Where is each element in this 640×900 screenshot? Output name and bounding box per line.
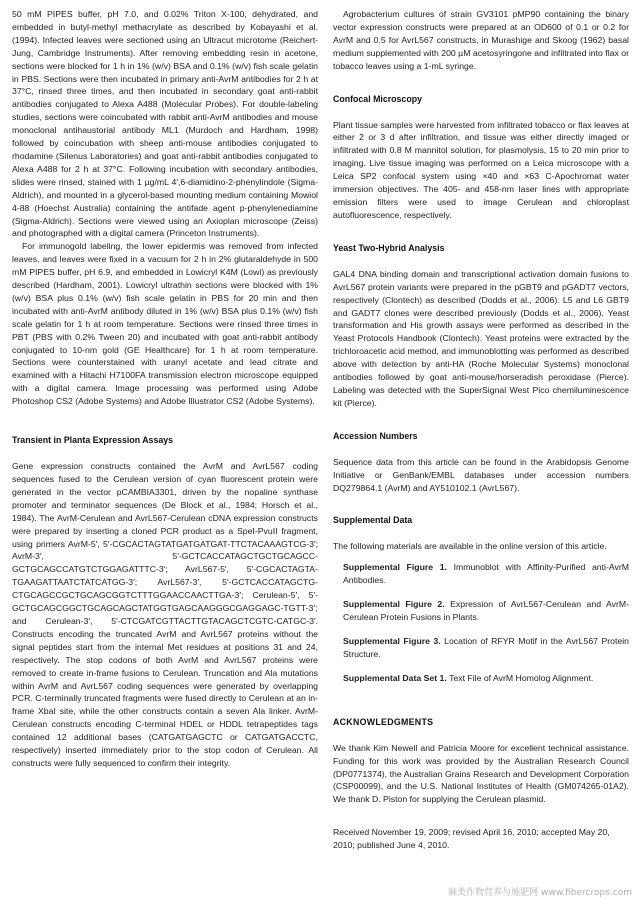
heading-transient-expression: Transient in Planta Expression Assays bbox=[12, 435, 174, 446]
paragraph-acknowledgments: We thank Kim Newell and Patricia Moore for excellent technical assistance. Funding for this work was provided by the Australian Research Council (DP0771374), the Australian Grains Research and Development Corporation (CSP00099), and the U.S. National Institutes of Health (GM074265-01A2). We thank D. Piston for supplying the Cerulean plasmid. bbox=[333, 742, 629, 805]
supplemental-item bbox=[333, 635, 629, 661]
paragraph-yeast-two-hybrid: GAL4 DNA binding domain and transcriptional activation domain fusions to AvrL567 protein variants were prepared in the pGBT9 and pGADT7 vectors, respectively (Clontech) as described (Dodds et al., 2006). L5 and L6 GBT9 and GADT7 clones were described previously (Dodds et al., 2006). Yeast transformation and His growth assays were performed as described in the Yeast Protocols Handbook (Clontech). Yeast proteins were extracted by the trichloroacetic acid method, and immunoblotting was performed as described above with detection by anti-HA (Roche Molecular Systems) monoclonal antibodies followed by goat anti-mouse/horseradish peroxidase (Pierce). Labeling was detected with the SuperSignal West Pico chemiluminescence kit (Pierce). bbox=[333, 268, 629, 408]
supplemental-item bbox=[333, 672, 629, 685]
supplemental-item-text: Expression of AvrL567-Cerulean and AvrM-Cerulean Protein Fusions in Plants. bbox=[343, 599, 629, 623]
watermark: 麻类作物营养与施肥网 www.fibercrops.com bbox=[448, 888, 632, 898]
supplemental-item-label: Supplemental Figure 2. bbox=[343, 599, 445, 610]
paragraph-supplemental-intro: The following materials are available in the online version of this article. bbox=[333, 541, 607, 552]
received-dates: Received November 19, 2009; revised April 16, 2010; accepted May 20, 2010; published June 4, 2010. bbox=[333, 827, 610, 851]
paragraph-immunolocalization: 50 mM PIPES buffer, pH 7.0, and 0.02% Triton X-100, dehydrated, and embedded in butyl-methyl methacrylate as described by Kobayashi et al. (1994). Infected leaves were sectioned using an Ultracut microtome (Reichert-Jung, Cambridge Instruments). After removing embedding resin in acetone, sections were blocked for 1 h in 1% (w/v) BSA and 0.1% (w/v) fish scale gelatin in PBS. Sections were then incubated in primary anti-AvrM antibodies for 2 h at 37°C, rinsed three times, and then incubated in secondary goat anti-rabbit antibodies conjugated to Alexa A488 (Molecular Probes). For double-labeling studies, sections were coincubated with rabbit anti-AvrM antibodies and mouse monoclonal antihaustorial antibody ML1 (Murdoch and Hardham, 1998) followed by coincubation with sheep anti-mouse antibodies conjugated to rhodamine (Silenus Laboratories) and goat anti-rabbit antibodies conjugated to Alexa A488 for 2 h at 37°C. Following incubation with secondary antibodies, slides were rinsed, stained with 1 µg/mL 4′,6-diamidino-2-phenylindole (Sigma-Aldrich), and mounted in a glycerol-based mounting medium containing Mowiol 4-88 (Hoechst Australia) containing the antifade agent p-phenylenediamine (Sigma-Aldrich). Sections were viewed using an Axioplan microscope (Zeiss) and photographed with a digital camera (Princeton Instruments). bbox=[12, 9, 318, 239]
supplemental-item bbox=[333, 561, 629, 587]
supplemental-item-text: Text File of AvrM Homolog Alignment. bbox=[449, 672, 594, 683]
paragraph-accession-numbers: Sequence data from this article can be found in the Arabidopsis Genome Initiative or GenBank/EMBL databases under accession numbers DQ279864.1 (AvrM) and AY510102.1 (AvrL567). bbox=[333, 456, 629, 493]
supplemental-item-label: Supplemental Figure 3. bbox=[343, 636, 441, 646]
supplemental-item bbox=[333, 598, 629, 624]
paragraph-agrobacterium: Agrobacterium cultures of strain GV3101 pMP90 containing the binary vector expression constructs were prepared at an OD600 of 0.1 or 0.2 for AvrM and 0.5 for AvrL567 constructs, in Murashige and Skoog (1962) basal medium supplemented with 200 µM acetosyringone and infiltrated into flax or tobacco leaves using a 1-mL syringe. bbox=[333, 9, 629, 71]
supplemental-item-label: Supplemental Data Set 1. bbox=[343, 672, 447, 683]
paragraph-immunogold: For immunogold labeling, the lower epidermis was removed from infected leaves, and leaves were fixed in a vacuum for 2 h in 2% glutaraldehyde in 500 mM PIPES buffer, pH 6.9, and embedded in Lowicryl K4M (Lowi) as previously described (Hardham, 2001). Lowicryl ultrathin sections were blocked with 1% (w/v) BSA plus 0.1% (w/v) fish scale gelatin in PBS for 20 min and then incubated with anti-AvrM antibody diluted in 1% (w/v) BSA plus 0.1% (w/v) fish scale gelatin for 1 h at room temperature. Sections were rinsed three times in PBT (PBS with 0.2% Tween 20) and incubated with goat anti-rabbit antibody conjugated to 10-nm gold (GE Healthcare) for 1 h at room temperature. Sections were counterstained with uranyl acetate and lead citrate and examined with a Hitachi H7100FA transmission electron microscope equipped with a digital camera. Image processing was performed using Adobe Photoshop CS2 (Adobe Systems) and Adobe Illustrator CS2 (Adobe Systems). bbox=[12, 241, 318, 407]
heading-confocal: Confocal Microscopy bbox=[333, 93, 422, 104]
supplemental-item-text: Immunoblot with Affinity-Purified anti-AvrM Antibodies. bbox=[343, 562, 629, 586]
heading-yeast-two-hybrid: Yeast Two-Hybrid Analysis bbox=[333, 242, 445, 253]
paragraph-transient-expression: Gene expression constructs contained the AvrM and AvrL567 coding sequences fused to the Cerulean version of cyan fluorescent protein were generated in the vector pCAMBIA3301, driven by the nopaline synthase promoter and terminator sequences (De Block et al., 1984; Horsch et al., 1984). The AvrM-Cerulean and AvrL567-Cerulean cDNA expression constructs were prepared by inserting a cloned PCR product as a SpeI-PvuII fragment, using primers AvrM-5′, 5′-CGCACTAGTATGATGATGAT-TTCTACAAAGTCG-3′; AvrM-3′, 5′-GCTCACCATAGCTGCTGCAGCC-GCTGCAGCCATGTCTGGAGATTTC-3′; AvrL567-5′, 5′-CGCACTAGTA-TGAAGATTAATCTATCATGG-3′; AvrL567-3′, 5′-GCTCACCATAGCTG-CTGCAGCCGCTGCAGCGGTCTTTGGAACCAACTTGA-3′; Cerulean-5′, 5′-GCTGCAGCGGCTGCAGCAGCTATGGTGAGCAAGGGCGAGGAGC-TGTT-3′; and Cerulean-3′, 5′-CTCGATCGTTACTTGTACAGCTCGTC-CATGC-3′. Constructs encoding the truncated AvrM and AvrL567 proteins without the signal peptides start from the internal Met residues at positions 31 and 24, respectively. The stop codons of both AvrM and AvrL567 proteins were removed to create in-frame fusions to Cerulean. Truncation and Ala mutations within AvrM and AvrL567 coding sequences were generated by overlapping PCR. C-terminally truncated fragments were fused directly to Cerulean at an in-frame XbaI site, while the other constructs contain a seven Ala linker. AvrM-Cerulean constructs encoding C-terminal HDEL or HDDL tetrapeptides tags contained 12 additional bases (CATGATGAGCTC or CATGATGACCTC, respectively) inserted immediately prior to the stop codon of Cerulean. All constructs were fully sequenced to confirm their integrity. bbox=[12, 461, 318, 768]
heading-acknowledgments: ACKNOWLEDGMENTS bbox=[333, 716, 434, 727]
heading-supplemental-data: Supplemental Data bbox=[333, 515, 413, 526]
left-column bbox=[12, 8, 318, 770]
supplemental-item-label: Supplemental Figure 1. bbox=[343, 562, 447, 573]
heading-accession-numbers: Accession Numbers bbox=[333, 430, 418, 441]
right-column bbox=[333, 8, 629, 852]
paragraph-confocal: Plant tissue samples were harvested from infiltrated tobacco or flax leaves at either 2 or 3 d after infiltration, and tissue was either directly imaged or infiltrated with 0.8 M mannitol solution, for plasmolysis, 15 to 20 min prior to imaging. Live tissue imaging was performed on a Leica microscope with a Leica SP2 confocal system using ×40 and ×63 C-Apochromat water immersion objectives. The 405- and 458-nm laser lines with appropriate emission filters were used to image Cerulean and chloroplast autofluorescence, respectively. bbox=[333, 119, 629, 220]
supplemental-item-text: Location of RFYR Motif in the AvrL567 Protein Structure. bbox=[343, 636, 629, 659]
supplemental-list bbox=[333, 561, 629, 684]
